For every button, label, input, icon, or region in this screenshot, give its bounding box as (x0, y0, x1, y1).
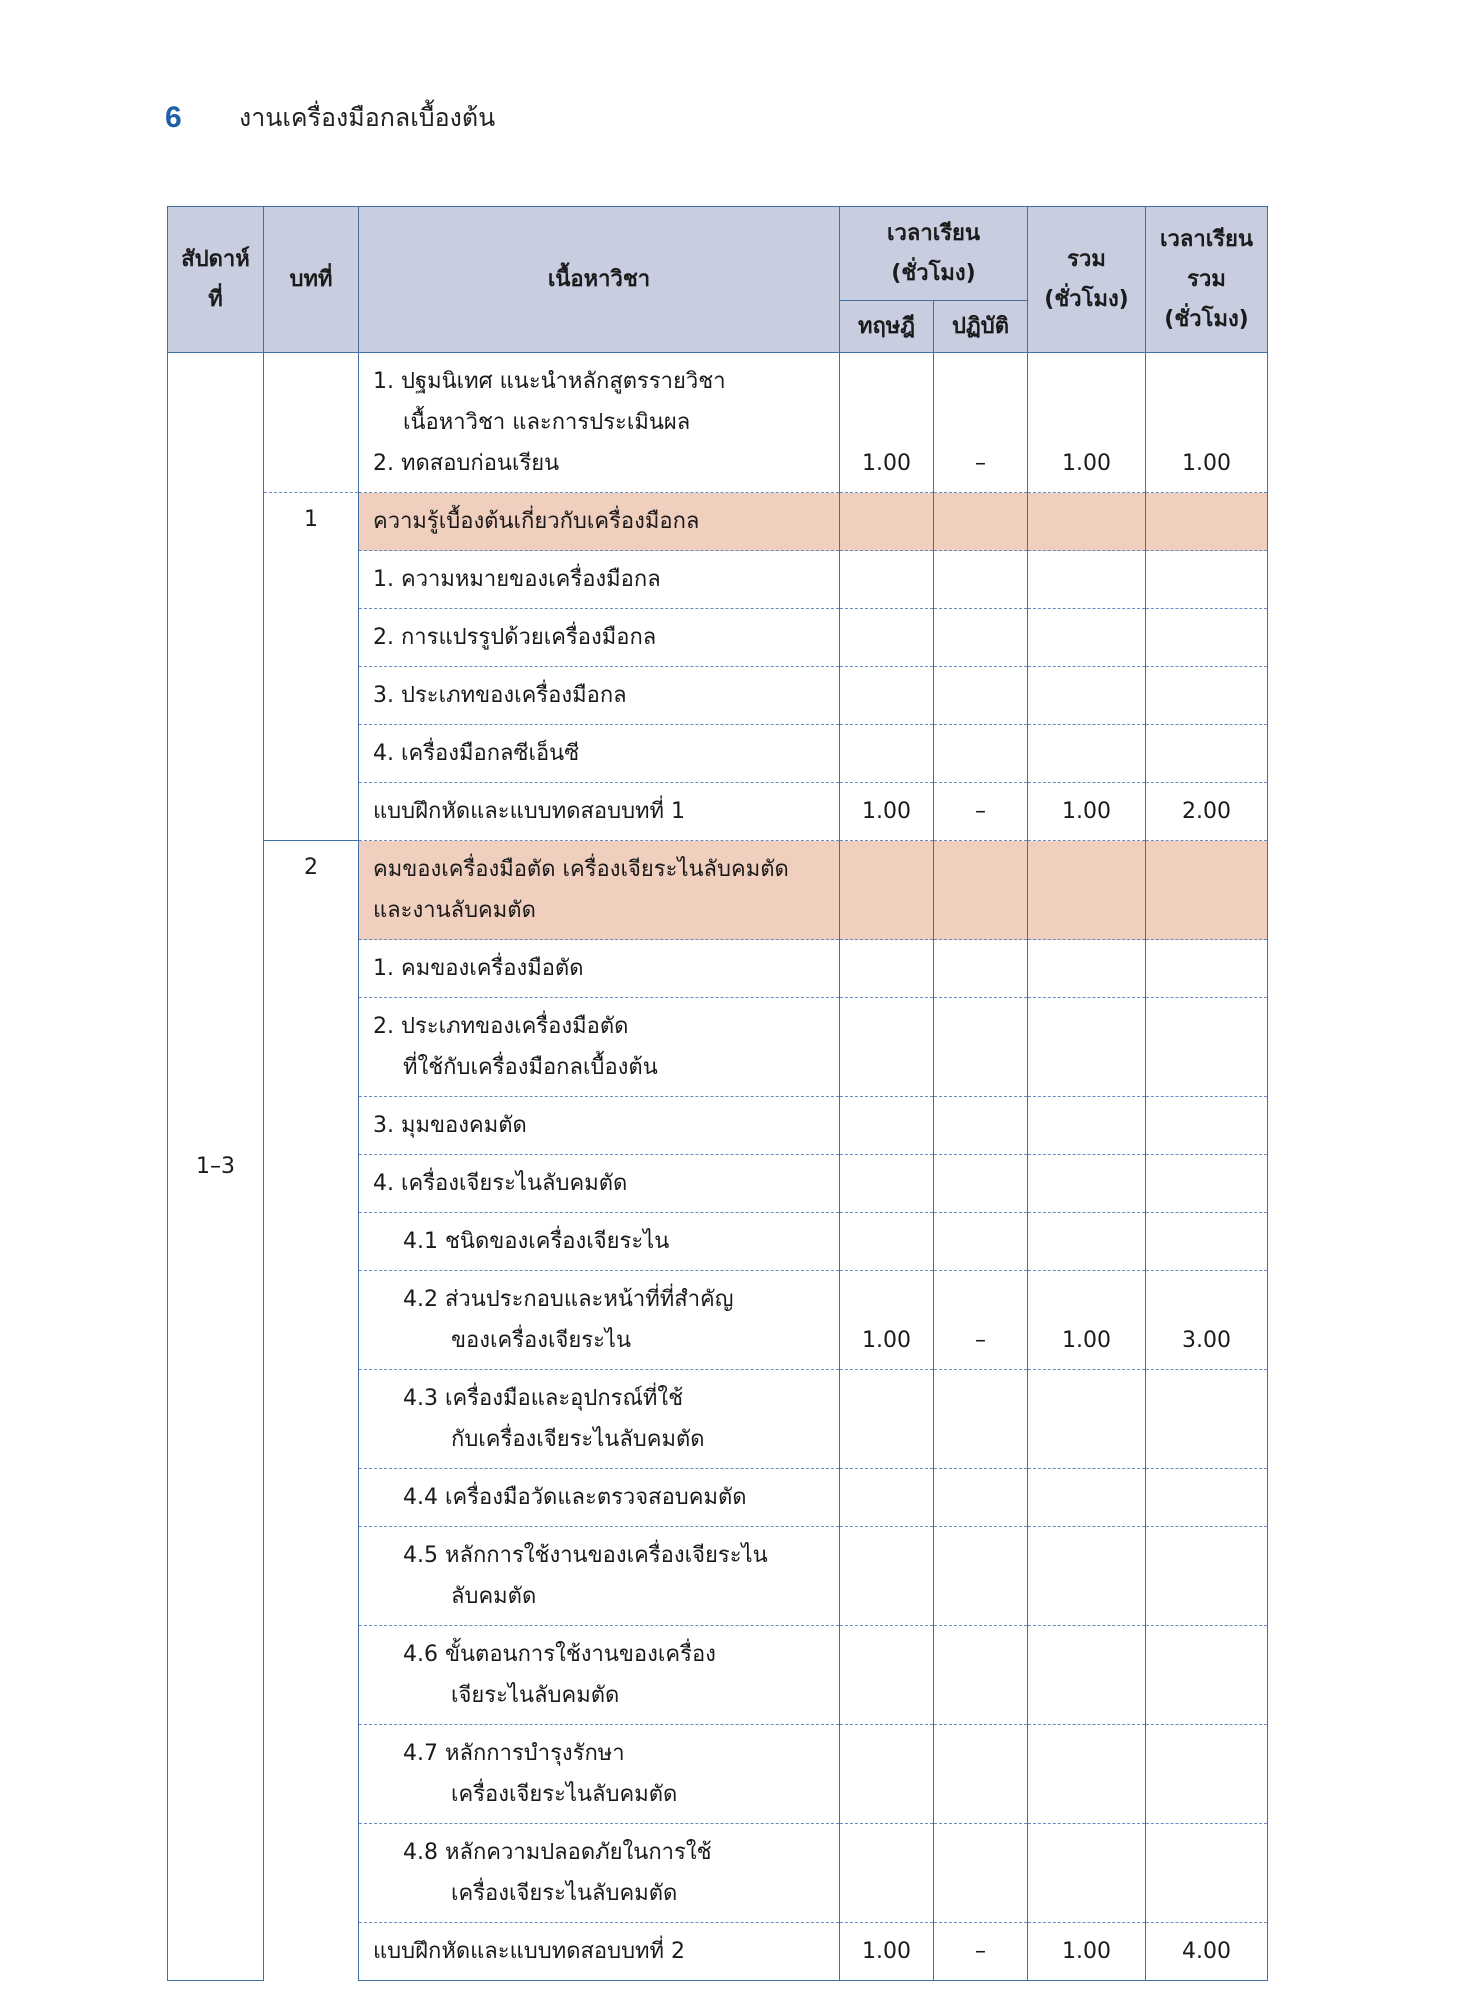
header-chapter: บทที่ (264, 207, 359, 353)
practice-cell (934, 1626, 1028, 1725)
total-cell (1028, 609, 1146, 667)
total-cell (1028, 1469, 1146, 1527)
theory-cell (840, 1527, 934, 1626)
total-cell (1028, 725, 1146, 783)
header-content: เนื้อหาวิชา (359, 207, 840, 353)
practice-cell: – (934, 1923, 1028, 1981)
cumulative-cell (1146, 1725, 1268, 1824)
cumulative-cell (1146, 1213, 1268, 1271)
theory-cell (840, 551, 934, 609)
content-cell: ความรู้เบื้องต้นเกี่ยวกับเครื่องมือกล (359, 493, 840, 551)
theory-cell (840, 1097, 934, 1155)
theory-cell (840, 841, 934, 940)
header-study-time: เวลาเรียน (ชั่วโมง) (840, 207, 1028, 301)
content-cell: 1. ปฐมนิเทศ แนะนำหลักสูตรรายวิชา เนื้อหาวิชา และการประเมินผล 2. ทดสอบก่อนเรียน (359, 353, 840, 493)
total-cell (1028, 493, 1146, 551)
chapter-cell: 1 (264, 493, 359, 841)
book-title: งานเครื่องมือกลเบื้องต้น (239, 103, 496, 132)
header-theory: ทฤษฎี (840, 301, 934, 353)
total-cell (1028, 1626, 1146, 1725)
total-cell (1028, 1097, 1146, 1155)
content-cell: 4.1 ชนิดของเครื่องเจียระไน (359, 1213, 840, 1271)
total-cell (1028, 551, 1146, 609)
cumulative-cell (1146, 493, 1268, 551)
total-cell (1028, 998, 1146, 1097)
practice-cell (934, 1213, 1028, 1271)
cumulative-cell: 1.00 (1146, 353, 1268, 493)
theory-cell (840, 725, 934, 783)
content-cell: 2. ประเภทของเครื่องมือตัด ที่ใช้กับเครื่องมือกลเบื้องต้น (359, 998, 840, 1097)
practice-cell: – (934, 1271, 1028, 1370)
theory-cell (840, 1213, 934, 1271)
content-cell: 2. การแปรรูปด้วยเครื่องมือกล (359, 609, 840, 667)
practice-cell (934, 998, 1028, 1097)
theory-cell: 1.00 (840, 783, 934, 841)
cumulative-cell: 2.00 (1146, 783, 1268, 841)
cumulative-cell (1146, 1097, 1268, 1155)
cumulative-cell (1146, 551, 1268, 609)
theory-cell (840, 1725, 934, 1824)
total-cell (1028, 1824, 1146, 1923)
page-header (165, 98, 495, 138)
content-cell: 4.3 เครื่องมือและอุปกรณ์ที่ใช้ กับเครื่องเจียระไนลับคมตัด (359, 1370, 840, 1469)
content-cell: 4.5 หลักการใช้งานของเครื่องเจียระไน ลับคมตัด (359, 1527, 840, 1626)
content-cell: แบบฝึกหัดและแบบทดสอบบทที่ 1 (359, 783, 840, 841)
content-cell: 4.2 ส่วนประกอบและหน้าที่ที่สำคัญ ของเครื่องเจียระไน (359, 1271, 840, 1370)
theory-cell (840, 1824, 934, 1923)
header-week: สัปดาห์ ที่ (168, 207, 264, 353)
content-cell: 4. เครื่องมือกลซีเอ็นซี (359, 725, 840, 783)
theory-cell (840, 1469, 934, 1527)
theory-cell: 1.00 (840, 1271, 934, 1370)
practice-cell (934, 1370, 1028, 1469)
cumulative-cell: 3.00 (1146, 1271, 1268, 1370)
cumulative-cell (1146, 1527, 1268, 1626)
practice-cell (934, 551, 1028, 609)
practice-cell: – (934, 353, 1028, 493)
practice-cell: – (934, 783, 1028, 841)
total-cell (1028, 1527, 1146, 1626)
total-cell: 1.00 (1028, 1271, 1146, 1370)
cumulative-cell (1146, 1469, 1268, 1527)
total-cell (1028, 1155, 1146, 1213)
practice-cell (934, 1527, 1028, 1626)
total-cell: 1.00 (1028, 783, 1146, 841)
cumulative-cell (1146, 725, 1268, 783)
header-total: รวม (ชั่วโมง) (1028, 207, 1146, 353)
total-cell: 1.00 (1028, 1923, 1146, 1981)
practice-cell (934, 1824, 1028, 1923)
practice-cell (934, 1725, 1028, 1824)
practice-cell (934, 1155, 1028, 1213)
table-row (168, 353, 1268, 493)
practice-cell (934, 1097, 1028, 1155)
cumulative-cell (1146, 1370, 1268, 1469)
header-cumulative: เวลาเรียน รวม (ชั่วโมง) (1146, 207, 1268, 353)
practice-cell (934, 609, 1028, 667)
cumulative-cell (1146, 841, 1268, 940)
theory-cell (840, 667, 934, 725)
chapter-cell: 2 (264, 841, 359, 1981)
cumulative-cell (1146, 1155, 1268, 1213)
theory-cell (840, 1155, 934, 1213)
cumulative-cell (1146, 1824, 1268, 1923)
theory-cell (840, 493, 934, 551)
practice-cell (934, 841, 1028, 940)
chapter-heading-row (168, 841, 1268, 940)
content-cell: 4.6 ขั้นตอนการใช้งานของเครื่อง เจียระไนลับคมตัด (359, 1626, 840, 1725)
theory-cell (840, 998, 934, 1097)
practice-cell (934, 725, 1028, 783)
theory-cell: 1.00 (840, 1923, 934, 1981)
page-number: 6 (165, 101, 182, 134)
content-cell: 4. เครื่องเจียระไนลับคมตัด (359, 1155, 840, 1213)
cumulative-cell (1146, 998, 1268, 1097)
theory-cell (840, 609, 934, 667)
header-practice: ปฏิบัติ (934, 301, 1028, 353)
week-cell: 1–3 (168, 353, 264, 1981)
cumulative-cell (1146, 609, 1268, 667)
content-cell: 3. ประเภทของเครื่องมือกล (359, 667, 840, 725)
practice-cell (934, 1469, 1028, 1527)
total-cell (1028, 940, 1146, 998)
chapter-cell-empty (264, 353, 359, 493)
content-cell: 4.7 หลักการบำรุงรักษา เครื่องเจียระไนลับคมตัด (359, 1725, 840, 1824)
practice-cell (934, 667, 1028, 725)
theory-cell (840, 1370, 934, 1469)
cumulative-cell (1146, 940, 1268, 998)
total-cell (1028, 667, 1146, 725)
syllabus-table (167, 206, 1268, 1981)
cumulative-cell (1146, 1626, 1268, 1725)
content-cell: 1. ความหมายของเครื่องมือกล (359, 551, 840, 609)
content-cell: 1. คมของเครื่องมือตัด (359, 940, 840, 998)
total-cell: 1.00 (1028, 353, 1146, 493)
theory-cell: 1.00 (840, 353, 934, 493)
total-cell (1028, 1725, 1146, 1824)
content-cell: แบบฝึกหัดและแบบทดสอบบทที่ 2 (359, 1923, 840, 1981)
content-cell: คมของเครื่องมือตัด เครื่องเจียระไนลับคมตัด และงานลับคมตัด (359, 841, 840, 940)
total-cell (1028, 841, 1146, 940)
practice-cell (934, 493, 1028, 551)
practice-cell (934, 940, 1028, 998)
content-cell: 3. มุมของคมตัด (359, 1097, 840, 1155)
content-cell: 4.4 เครื่องมือวัดและตรวจสอบคมตัด (359, 1469, 840, 1527)
theory-cell (840, 1626, 934, 1725)
chapter-heading-row (168, 493, 1268, 551)
cumulative-cell: 4.00 (1146, 1923, 1268, 1981)
total-cell (1028, 1213, 1146, 1271)
content-cell: 4.8 หลักความปลอดภัยในการใช้ เครื่องเจียระไนลับคมตัด (359, 1824, 840, 1923)
theory-cell (840, 940, 934, 998)
total-cell (1028, 1370, 1146, 1469)
cumulative-cell (1146, 667, 1268, 725)
